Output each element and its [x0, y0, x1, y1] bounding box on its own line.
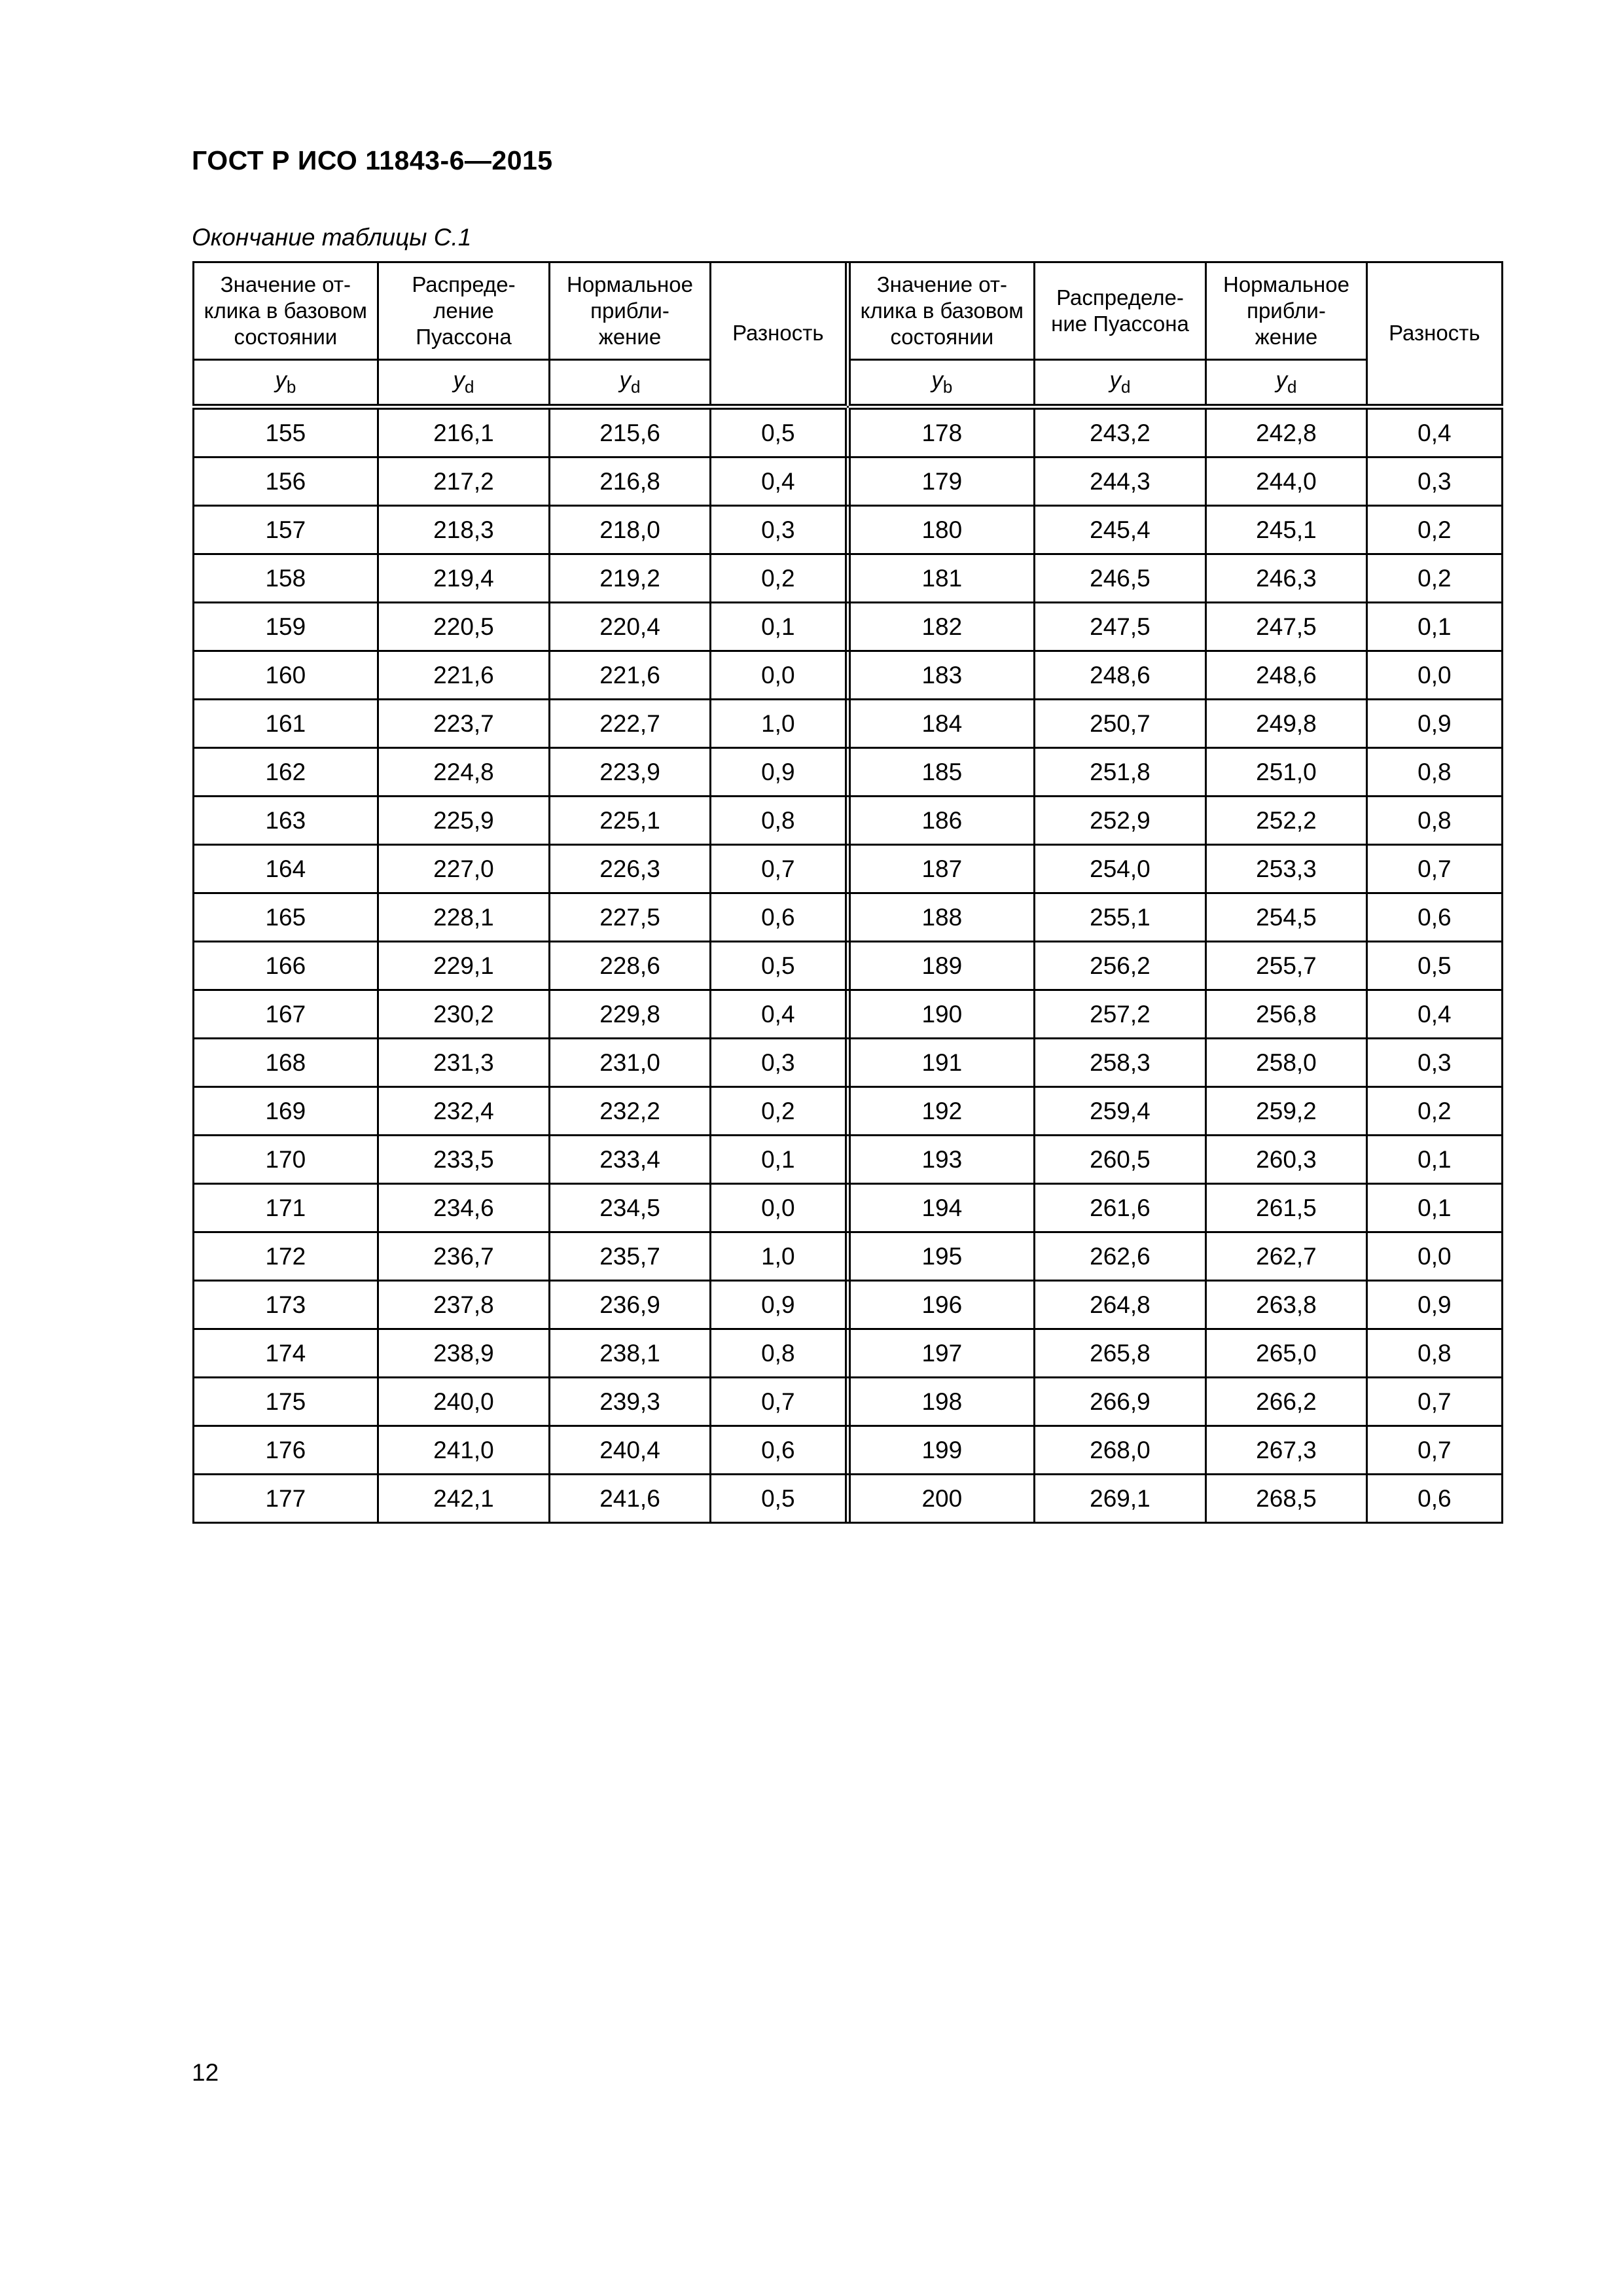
table-row	[194, 407, 1503, 457]
cell-diff-left: 0,8	[710, 1329, 846, 1378]
table-header-row	[194, 262, 1503, 360]
cell-diff-right: 0,7	[1366, 1378, 1502, 1426]
cell-diff-right: 0,1	[1366, 1184, 1502, 1232]
cell-diff-right: 0,0	[1366, 651, 1502, 700]
cell-yb-right: 195	[849, 1232, 1034, 1281]
cell-poisson-right: 259,4	[1034, 1087, 1206, 1136]
cell-poisson-left: 240,0	[378, 1378, 550, 1426]
cell-poisson-right: 265,8	[1034, 1329, 1206, 1378]
table-row	[194, 700, 1503, 748]
cell-yb-left: 162	[194, 748, 378, 797]
table-row	[194, 651, 1503, 700]
symbol-yd-base: y	[1109, 367, 1121, 393]
cell-yb-left: 155	[194, 407, 378, 457]
cell-poisson-left: 223,7	[378, 700, 550, 748]
table-row	[194, 942, 1503, 990]
cell-normal-left: 227,5	[550, 893, 710, 942]
cell-normal-right: 256,8	[1206, 990, 1366, 1039]
cell-yb-right: 188	[849, 893, 1034, 942]
cell-normal-left: 239,3	[550, 1378, 710, 1426]
cell-poisson-left: 242,1	[378, 1475, 550, 1523]
cell-poisson-right: 268,0	[1034, 1426, 1206, 1475]
cell-poisson-right: 262,6	[1034, 1232, 1206, 1281]
cell-diff-left: 0,2	[710, 1087, 846, 1136]
cell-yb-right: 184	[849, 700, 1034, 748]
cell-poisson-left: 224,8	[378, 748, 550, 797]
cell-diff-right: 0,9	[1366, 700, 1502, 748]
table-row	[194, 1378, 1503, 1426]
page-number: 12	[192, 2059, 219, 2086]
symbol-yd-sub: d	[1120, 377, 1131, 397]
header-yb-left-label: Значение от- клика в базовом состоянии	[204, 272, 367, 350]
cell-yb-right: 194	[849, 1184, 1034, 1232]
cell-diff-right: 0,2	[1366, 506, 1502, 554]
cell-normal-right: 262,7	[1206, 1232, 1366, 1281]
cell-normal-left: 241,6	[550, 1475, 710, 1523]
cell-diff-right: 0,3	[1366, 457, 1502, 506]
table-row	[194, 1281, 1503, 1329]
cell-normal-right: 252,2	[1206, 797, 1366, 845]
table-row	[194, 1087, 1503, 1136]
cell-diff-right: 0,4	[1366, 407, 1502, 457]
cell-diff-right: 0,6	[1366, 1475, 1502, 1523]
cell-yb-right: 180	[849, 506, 1034, 554]
cell-yb-left: 158	[194, 554, 378, 603]
cell-normal-left: 240,4	[550, 1426, 710, 1475]
cell-normal-left: 236,9	[550, 1281, 710, 1329]
cell-normal-right: 249,8	[1206, 700, 1366, 748]
cell-diff-left: 0,9	[710, 748, 846, 797]
cell-poisson-right: 256,2	[1034, 942, 1206, 990]
symbol-yd-sub: d	[631, 377, 641, 397]
symbol-yb-base: y	[931, 367, 943, 393]
table-row	[194, 893, 1503, 942]
table-row	[194, 797, 1503, 845]
cell-yb-left: 175	[194, 1378, 378, 1426]
cell-yb-left: 173	[194, 1281, 378, 1329]
cell-yb-right: 197	[849, 1329, 1034, 1378]
cell-normal-left: 235,7	[550, 1232, 710, 1281]
cell-normal-right: 246,3	[1206, 554, 1366, 603]
document-title: ГОСТ Р ИСО 11843-6—2015	[192, 145, 553, 175]
cell-normal-right: 254,5	[1206, 893, 1366, 942]
cell-yb-right: 183	[849, 651, 1034, 700]
cell-diff-left: 0,5	[710, 942, 846, 990]
data-table	[192, 261, 1503, 1524]
table-caption: Окончание таблицы С.1	[192, 224, 472, 251]
cell-yb-left: 159	[194, 603, 378, 651]
cell-poisson-left: 217,2	[378, 457, 550, 506]
cell-diff-left: 1,0	[710, 1232, 846, 1281]
cell-normal-left: 215,6	[550, 407, 710, 457]
cell-yb-left: 176	[194, 1426, 378, 1475]
symbol-yb-left	[194, 360, 378, 407]
cell-diff-left: 0,8	[710, 797, 846, 845]
cell-yb-left: 174	[194, 1329, 378, 1378]
cell-diff-right: 0,5	[1366, 942, 1502, 990]
cell-normal-right: 268,5	[1206, 1475, 1366, 1523]
cell-normal-right: 265,0	[1206, 1329, 1366, 1378]
cell-yb-left: 168	[194, 1039, 378, 1087]
cell-yb-left: 171	[194, 1184, 378, 1232]
cell-diff-left: 0,0	[710, 1184, 846, 1232]
cell-normal-left: 221,6	[550, 651, 710, 700]
cell-yb-right: 189	[849, 942, 1034, 990]
cell-poisson-left: 230,2	[378, 990, 550, 1039]
cell-diff-right: 0,2	[1366, 554, 1502, 603]
cell-poisson-right: 269,1	[1034, 1475, 1206, 1523]
header-normal-right	[1206, 262, 1366, 360]
cell-normal-left: 229,8	[550, 990, 710, 1039]
table-row	[194, 603, 1503, 651]
cell-poisson-right: 245,4	[1034, 506, 1206, 554]
cell-yb-right: 192	[849, 1087, 1034, 1136]
cell-diff-right: 0,8	[1366, 1329, 1502, 1378]
cell-yb-left: 165	[194, 893, 378, 942]
cell-diff-left: 0,1	[710, 603, 846, 651]
symbol-yd-right-1	[1034, 360, 1206, 407]
cell-poisson-left: 234,6	[378, 1184, 550, 1232]
header-poisson-right-label: Распределе- ние Пуассона	[1051, 285, 1189, 336]
header-poisson-left-label: Распреде- ление Пуассона	[412, 272, 516, 350]
cell-normal-left: 233,4	[550, 1136, 710, 1184]
cell-normal-right: 261,5	[1206, 1184, 1366, 1232]
cell-yb-left: 169	[194, 1087, 378, 1136]
cell-yb-right: 182	[849, 603, 1034, 651]
symbol-yd-base: y	[453, 367, 465, 393]
cell-normal-right: 245,1	[1206, 506, 1366, 554]
cell-normal-left: 218,0	[550, 506, 710, 554]
header-diff-left	[710, 262, 846, 407]
header-yb-left	[194, 262, 378, 360]
cell-yb-left: 172	[194, 1232, 378, 1281]
cell-yb-right: 200	[849, 1475, 1034, 1523]
cell-yb-left: 170	[194, 1136, 378, 1184]
table-row	[194, 1232, 1503, 1281]
table-row	[194, 1184, 1503, 1232]
cell-yb-right: 181	[849, 554, 1034, 603]
table-row	[194, 845, 1503, 893]
table-row	[194, 1136, 1503, 1184]
cell-poisson-right: 258,3	[1034, 1039, 1206, 1087]
cell-poisson-left: 228,1	[378, 893, 550, 942]
cell-diff-right: 0,4	[1366, 990, 1502, 1039]
cell-yb-right: 199	[849, 1426, 1034, 1475]
cell-yb-right: 196	[849, 1281, 1034, 1329]
symbol-yd-base: y	[619, 367, 631, 393]
cell-yb-right: 193	[849, 1136, 1034, 1184]
cell-diff-right: 0,2	[1366, 1087, 1502, 1136]
cell-yb-left: 167	[194, 990, 378, 1039]
cell-yb-left: 163	[194, 797, 378, 845]
header-diff-left-label: Разность	[732, 321, 824, 346]
header-poisson-left	[378, 262, 550, 360]
header-normal-left	[550, 262, 710, 360]
cell-yb-right: 178	[849, 407, 1034, 457]
cell-poisson-left: 233,5	[378, 1136, 550, 1184]
table-row	[194, 457, 1503, 506]
cell-diff-right: 0,6	[1366, 893, 1502, 942]
cell-normal-left: 234,5	[550, 1184, 710, 1232]
table-row	[194, 1329, 1503, 1378]
table-row	[194, 1039, 1503, 1087]
cell-diff-left: 0,4	[710, 990, 846, 1039]
cell-poisson-right: 244,3	[1034, 457, 1206, 506]
header-yb-right-label: Значение от- клика в базовом состоянии	[860, 272, 1024, 350]
cell-normal-right: 253,3	[1206, 845, 1366, 893]
cell-normal-left: 223,9	[550, 748, 710, 797]
cell-diff-left: 1,0	[710, 700, 846, 748]
cell-poisson-left: 216,1	[378, 407, 550, 457]
cell-poisson-right: 247,5	[1034, 603, 1206, 651]
cell-poisson-right: 257,2	[1034, 990, 1206, 1039]
cell-diff-left: 0,1	[710, 1136, 846, 1184]
cell-diff-right: 0,9	[1366, 1281, 1502, 1329]
cell-poisson-left: 218,3	[378, 506, 550, 554]
cell-diff-right: 0,7	[1366, 1426, 1502, 1475]
cell-diff-left: 0,4	[710, 457, 846, 506]
cell-yb-left: 177	[194, 1475, 378, 1523]
cell-poisson-right: 250,7	[1034, 700, 1206, 748]
cell-diff-right: 0,7	[1366, 845, 1502, 893]
cell-normal-right: 248,6	[1206, 651, 1366, 700]
cell-normal-left: 231,0	[550, 1039, 710, 1087]
cell-diff-left: 0,6	[710, 893, 846, 942]
header-diff-right	[1366, 262, 1502, 407]
cell-normal-left: 232,2	[550, 1087, 710, 1136]
cell-normal-right: 258,0	[1206, 1039, 1366, 1087]
cell-poisson-right: 260,5	[1034, 1136, 1206, 1184]
symbol-yb-right	[849, 360, 1034, 407]
cell-diff-left: 0,5	[710, 407, 846, 457]
cell-normal-left: 228,6	[550, 942, 710, 990]
cell-diff-right: 0,1	[1366, 603, 1502, 651]
cell-diff-left: 0,0	[710, 651, 846, 700]
cell-poisson-right: 255,1	[1034, 893, 1206, 942]
header-diff-right-label: Разность	[1389, 321, 1480, 346]
cell-poisson-right: 264,8	[1034, 1281, 1206, 1329]
cell-yb-right: 186	[849, 797, 1034, 845]
header-normal-right-label: Нормальное прибли- жение	[1222, 272, 1349, 350]
cell-normal-left: 216,8	[550, 457, 710, 506]
cell-normal-right: 251,0	[1206, 748, 1366, 797]
cell-poisson-left: 241,0	[378, 1426, 550, 1475]
cell-yb-right: 191	[849, 1039, 1034, 1087]
header-normal-left-label: Нормальное прибли- жение	[567, 272, 693, 350]
cell-poisson-left: 221,6	[378, 651, 550, 700]
cell-diff-left: 0,3	[710, 1039, 846, 1087]
symbol-yd-base: y	[1275, 367, 1287, 393]
cell-poisson-left: 236,7	[378, 1232, 550, 1281]
cell-poisson-left: 238,9	[378, 1329, 550, 1378]
cell-diff-left: 0,7	[710, 1378, 846, 1426]
symbol-yd-right-2	[1206, 360, 1366, 407]
cell-normal-left: 219,2	[550, 554, 710, 603]
cell-diff-right: 0,3	[1366, 1039, 1502, 1087]
cell-normal-right: 255,7	[1206, 942, 1366, 990]
cell-normal-right: 260,3	[1206, 1136, 1366, 1184]
cell-diff-left: 0,2	[710, 554, 846, 603]
cell-yb-right: 187	[849, 845, 1034, 893]
cell-yb-left: 164	[194, 845, 378, 893]
header-yb-right	[849, 262, 1034, 360]
cell-normal-left: 225,1	[550, 797, 710, 845]
cell-yb-left: 160	[194, 651, 378, 700]
cell-yb-left: 166	[194, 942, 378, 990]
cell-diff-left: 0,7	[710, 845, 846, 893]
cell-yb-right: 190	[849, 990, 1034, 1039]
cell-yb-left: 157	[194, 506, 378, 554]
cell-poisson-left: 220,5	[378, 603, 550, 651]
cell-poisson-right: 254,0	[1034, 845, 1206, 893]
cell-poisson-left: 219,4	[378, 554, 550, 603]
cell-poisson-left: 227,0	[378, 845, 550, 893]
cell-normal-right: 267,3	[1206, 1426, 1366, 1475]
table-row	[194, 554, 1503, 603]
cell-normal-right: 263,8	[1206, 1281, 1366, 1329]
table-row	[194, 506, 1503, 554]
cell-normal-left: 220,4	[550, 603, 710, 651]
symbol-yd-left-2	[550, 360, 710, 407]
cell-normal-right: 247,5	[1206, 603, 1366, 651]
header-poisson-right	[1034, 262, 1206, 360]
cell-poisson-left: 229,1	[378, 942, 550, 990]
cell-poisson-right: 248,6	[1034, 651, 1206, 700]
cell-diff-left: 0,5	[710, 1475, 846, 1523]
cell-yb-left: 161	[194, 700, 378, 748]
cell-poisson-left: 237,8	[378, 1281, 550, 1329]
table-row	[194, 1426, 1503, 1475]
cell-poisson-right: 246,5	[1034, 554, 1206, 603]
cell-normal-right: 259,2	[1206, 1087, 1366, 1136]
cell-yb-left: 156	[194, 457, 378, 506]
cell-poisson-right: 251,8	[1034, 748, 1206, 797]
symbol-yb-base: y	[275, 367, 287, 393]
cell-normal-left: 226,3	[550, 845, 710, 893]
cell-normal-left: 222,7	[550, 700, 710, 748]
cell-yb-right: 198	[849, 1378, 1034, 1426]
cell-normal-right: 244,0	[1206, 457, 1366, 506]
cell-normal-right: 242,8	[1206, 407, 1366, 457]
cell-poisson-right: 252,9	[1034, 797, 1206, 845]
cell-diff-right: 0,8	[1366, 797, 1502, 845]
cell-poisson-left: 232,4	[378, 1087, 550, 1136]
cell-normal-left: 238,1	[550, 1329, 710, 1378]
cell-diff-left: 0,6	[710, 1426, 846, 1475]
table-row	[194, 748, 1503, 797]
symbol-yb-sub: b	[286, 377, 296, 397]
cell-diff-left: 0,3	[710, 506, 846, 554]
table-row	[194, 1475, 1503, 1523]
cell-diff-left: 0,9	[710, 1281, 846, 1329]
symbol-yd-left-1	[378, 360, 550, 407]
table-row	[194, 990, 1503, 1039]
cell-poisson-left: 231,3	[378, 1039, 550, 1087]
symbol-yd-sub: d	[1287, 377, 1297, 397]
cell-normal-right: 266,2	[1206, 1378, 1366, 1426]
cell-poisson-right: 261,6	[1034, 1184, 1206, 1232]
cell-poisson-right: 266,9	[1034, 1378, 1206, 1426]
cell-yb-right: 185	[849, 748, 1034, 797]
cell-diff-right: 0,8	[1366, 748, 1502, 797]
cell-diff-right: 0,1	[1366, 1136, 1502, 1184]
cell-poisson-left: 225,9	[378, 797, 550, 845]
cell-diff-right: 0,0	[1366, 1232, 1502, 1281]
symbol-yb-sub: b	[942, 377, 953, 397]
cell-yb-right: 179	[849, 457, 1034, 506]
symbol-yd-sub: d	[464, 377, 474, 397]
cell-poisson-right: 243,2	[1034, 407, 1206, 457]
